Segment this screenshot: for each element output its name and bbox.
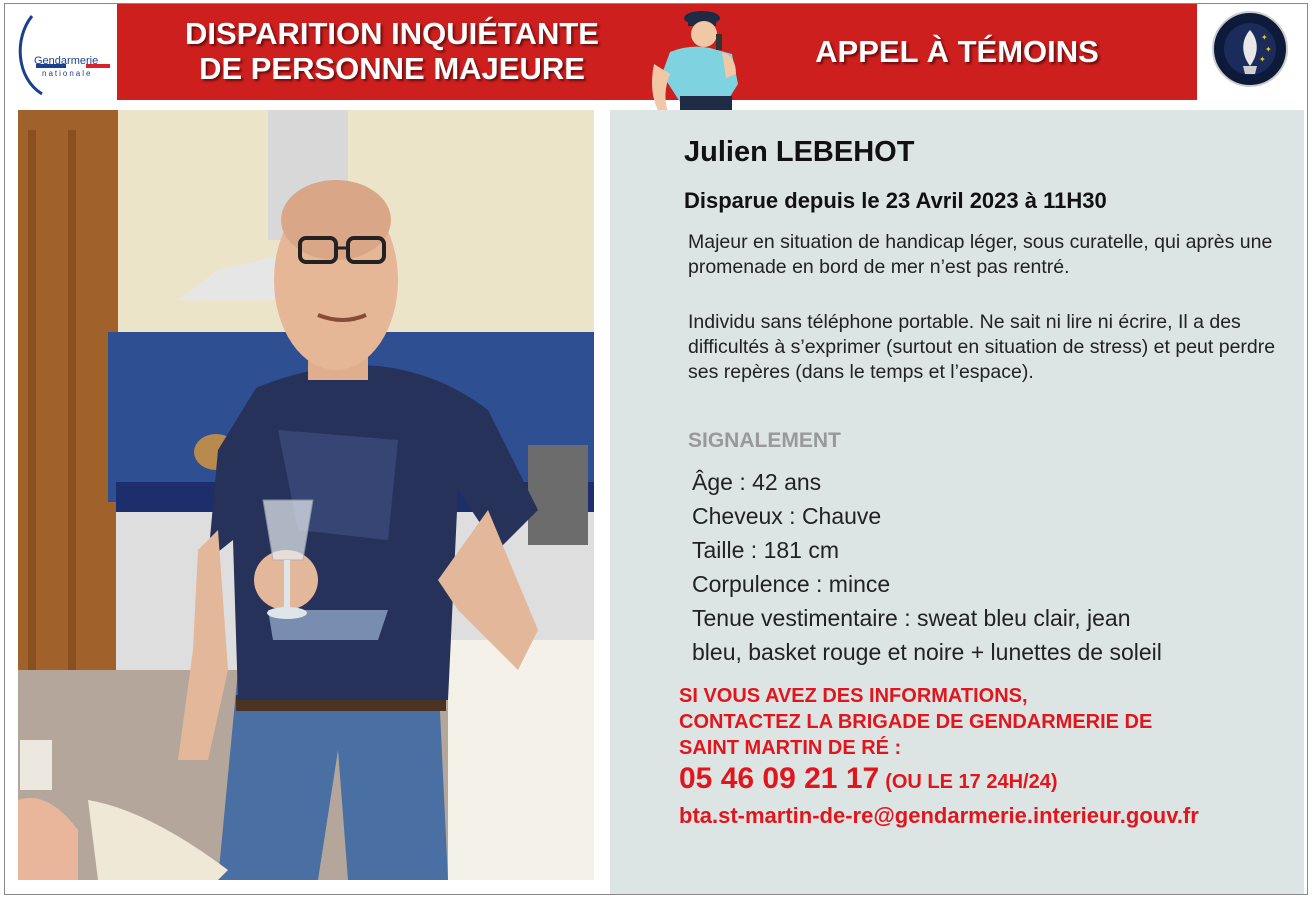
signalement-list xyxy=(692,465,1272,669)
contact-phone xyxy=(679,762,1057,796)
phone-alternative: (OU LE 17 24H/24) xyxy=(885,771,1058,793)
signalement-build: Corpulence : mince xyxy=(692,571,891,597)
description-paragraph-2: Individu sans téléphone portable. Ne sait ni lire ni écrire, Il a des difficultés à s’exprimer (surtout en situation de stress) et peut perdre ses repères (dans le temps et l’espace). xyxy=(688,311,1276,383)
logo-text: Gendarmerie xyxy=(34,55,99,67)
signalement-clothing-line-1: Tenue vestimentaire : sweat bleu clair, jean xyxy=(692,605,1131,631)
contact-instructions xyxy=(679,683,1152,761)
contact-email[interactable]: bta.st-martin-de-re@gendarmerie.interieur.gouv.fr xyxy=(679,803,1199,828)
person-name: Julien LEBEHOT xyxy=(684,136,915,168)
gendarmerie-logo xyxy=(12,8,112,98)
signalement-hair: Cheveux : Chauve xyxy=(692,503,882,529)
regional-gendarmerie-emblem xyxy=(1211,10,1289,88)
title-line-1: DISPARITION INQUIÉTANTE xyxy=(185,16,599,51)
svg-text:✦: ✦ xyxy=(1259,55,1266,64)
svg-text:✦: ✦ xyxy=(1261,33,1268,42)
signalement-height: Taille : 181 cm xyxy=(692,537,840,563)
appeal-title: APPEL À TÉMOINS xyxy=(815,34,1099,69)
logo-subtext: nationale xyxy=(42,69,93,78)
contact-line-1: SI VOUS AVEZ DES INFORMATIONS, xyxy=(679,685,1028,707)
missing-person-photo xyxy=(18,110,594,880)
contact-line-3: SAINT MARTIN DE RÉ : xyxy=(679,737,902,759)
phone-number[interactable]: 05 46 09 21 17 xyxy=(679,762,880,795)
title-line-2: DE PERSONNE MAJEURE xyxy=(199,51,585,86)
svg-text:✦: ✦ xyxy=(1265,45,1272,54)
contact-line-2: CONTACTEZ LA BRIGADE DE GENDARMERIE DE xyxy=(679,711,1153,733)
signalement-age: Âge : 42 ans xyxy=(692,469,822,495)
banner-title xyxy=(147,16,637,86)
signalement-clothing-line-2: bleu, basket rouge et noire + lunettes de soleil xyxy=(692,639,1162,665)
description-paragraph-1: Majeur en situation de handicap léger, sous curatelle, qui après une promenade en bord de mer n’est pas rentré. xyxy=(688,231,1273,278)
missing-since: Disparue depuis le 23 Avril 2023 à 11H30 xyxy=(684,188,1107,213)
signalement-title: SIGNALEMENT xyxy=(688,429,841,452)
